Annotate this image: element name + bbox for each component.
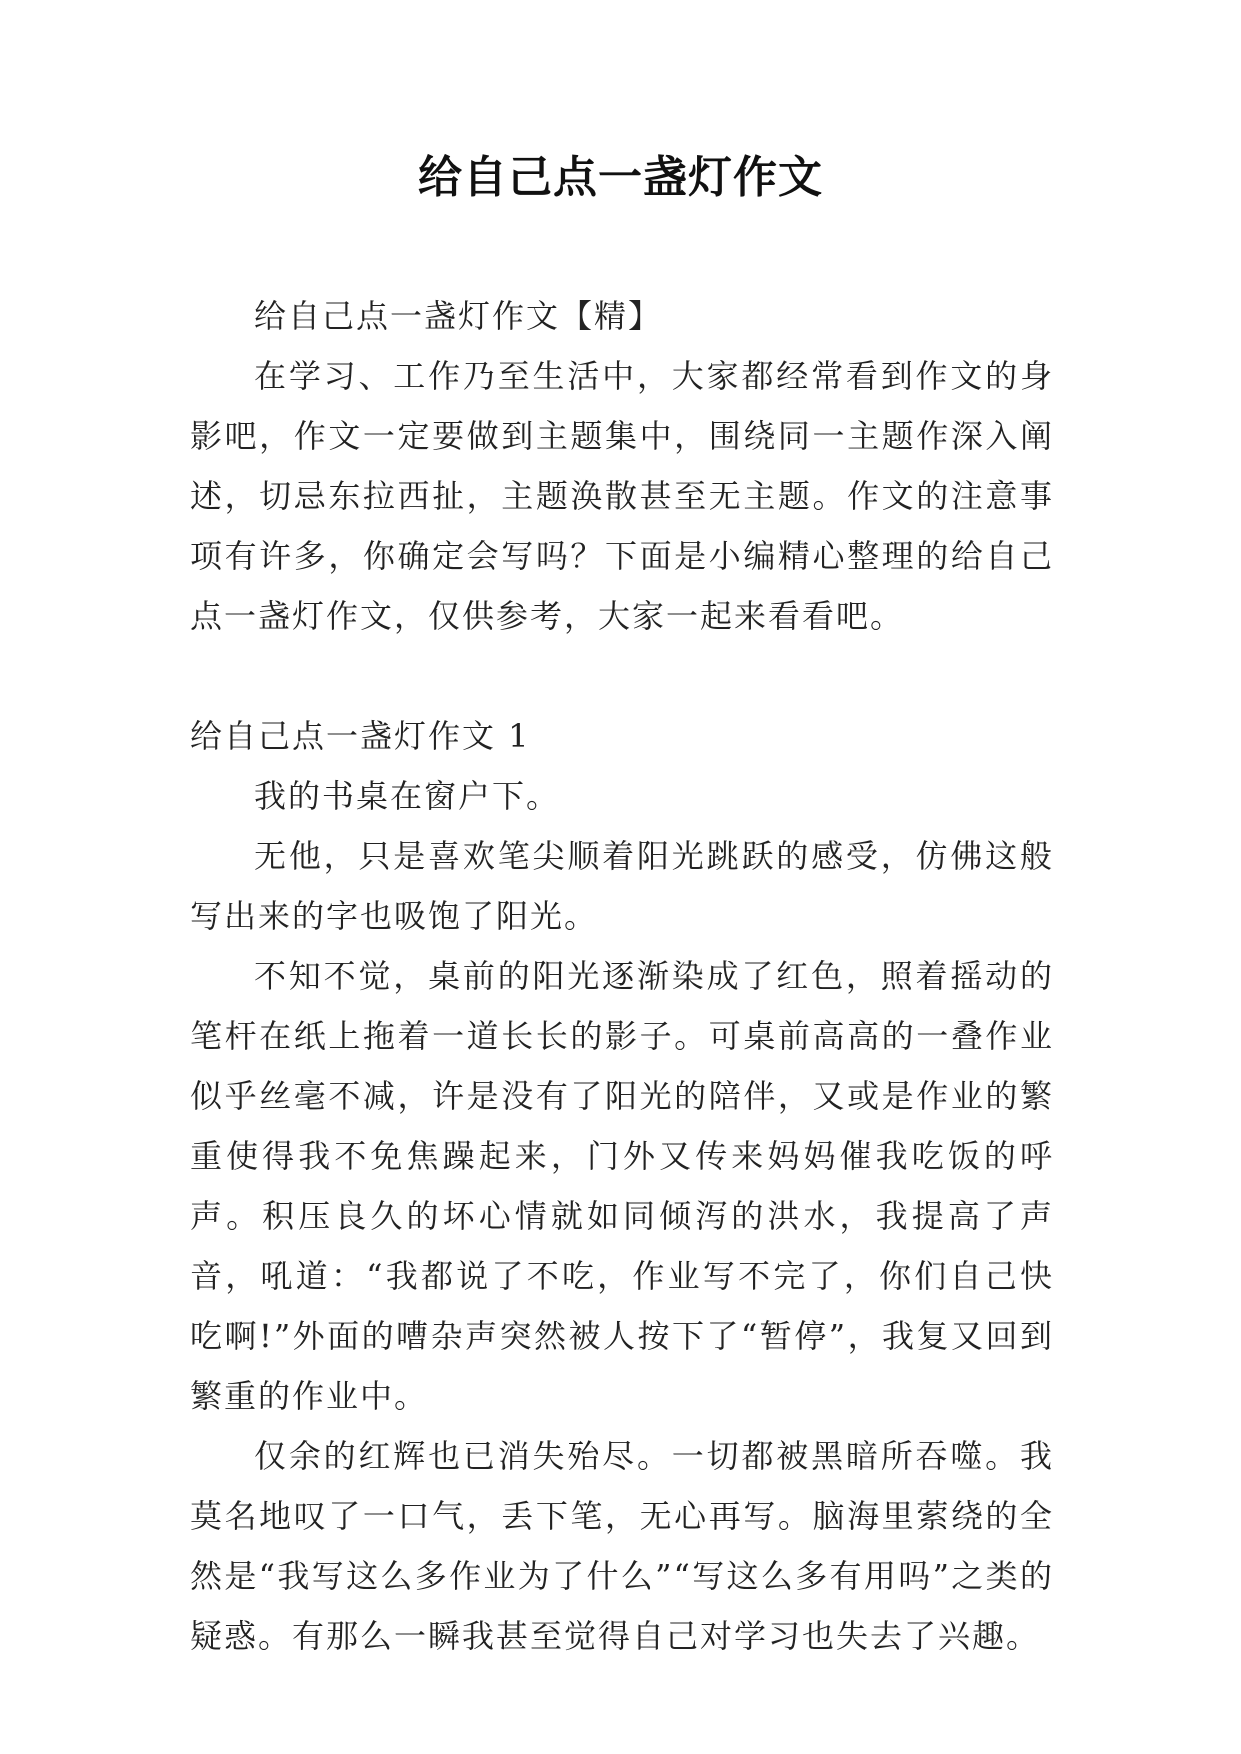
section-heading: 给自己点一盏灯作文 1 — [190, 717, 531, 755]
document-body — [190, 286, 1054, 1666]
section-spacer — [190, 646, 1054, 706]
body-paragraph: 我的书桌在窗户下。 — [254, 777, 561, 815]
body-paragraph: 不知不觉，桌前的阳光逐渐染成了红色，照着摇动的笔杆在纸上拖着一道长长的影子。可桌前高高的一叠作业似乎丝毫不减，许是没有了阳光的陪伴，又或是作业的繁重使得我不免焦躁起来，门外又传来妈妈催我吃饭的呼声。积压良久的坏心情就如同倾泻的洪水，我提高了声音，吼道：“我都说了不吃，作业写不完了，你们自己快吃啊!”外面的嘈杂声突然被人按下了“暂停”，我复又回到繁重的作业中。 — [190, 957, 1054, 1415]
subtitle-line: 给自己点一盏灯作文【精】 — [254, 297, 663, 335]
document-title: 给自己点一盏灯作文 — [418, 152, 823, 203]
body-paragraph: 无他，只是喜欢笔尖顺着阳光跳跃的感受，仿佛这般写出来的字也吸饱了阳光。 — [190, 837, 1054, 935]
intro-paragraph: 在学习、工作乃至生活中，大家都经常看到作文的身影吧，作文一定要做到主题集中，围绕同一主题作深入阐述，切忌东拉西扯，主题涣散甚至无主题。作文的注意事项有许多，你确定会写吗？下面是小编精心整理的给自己点一盏灯作文，仅供参考，大家一起来看看吧。 — [190, 357, 1054, 635]
body-paragraph: 仅余的红辉也已消失殆尽。一切都被黑暗所吞噬。我莫名地叹了一口气，丢下笔，无心再写。脑海里萦绕的全然是“我写这么多作业为了什么”“写这么多有用吗”之类的疑惑。有那么一瞬我甚至觉得自己对学习也失去了兴趣。 — [190, 1437, 1054, 1655]
